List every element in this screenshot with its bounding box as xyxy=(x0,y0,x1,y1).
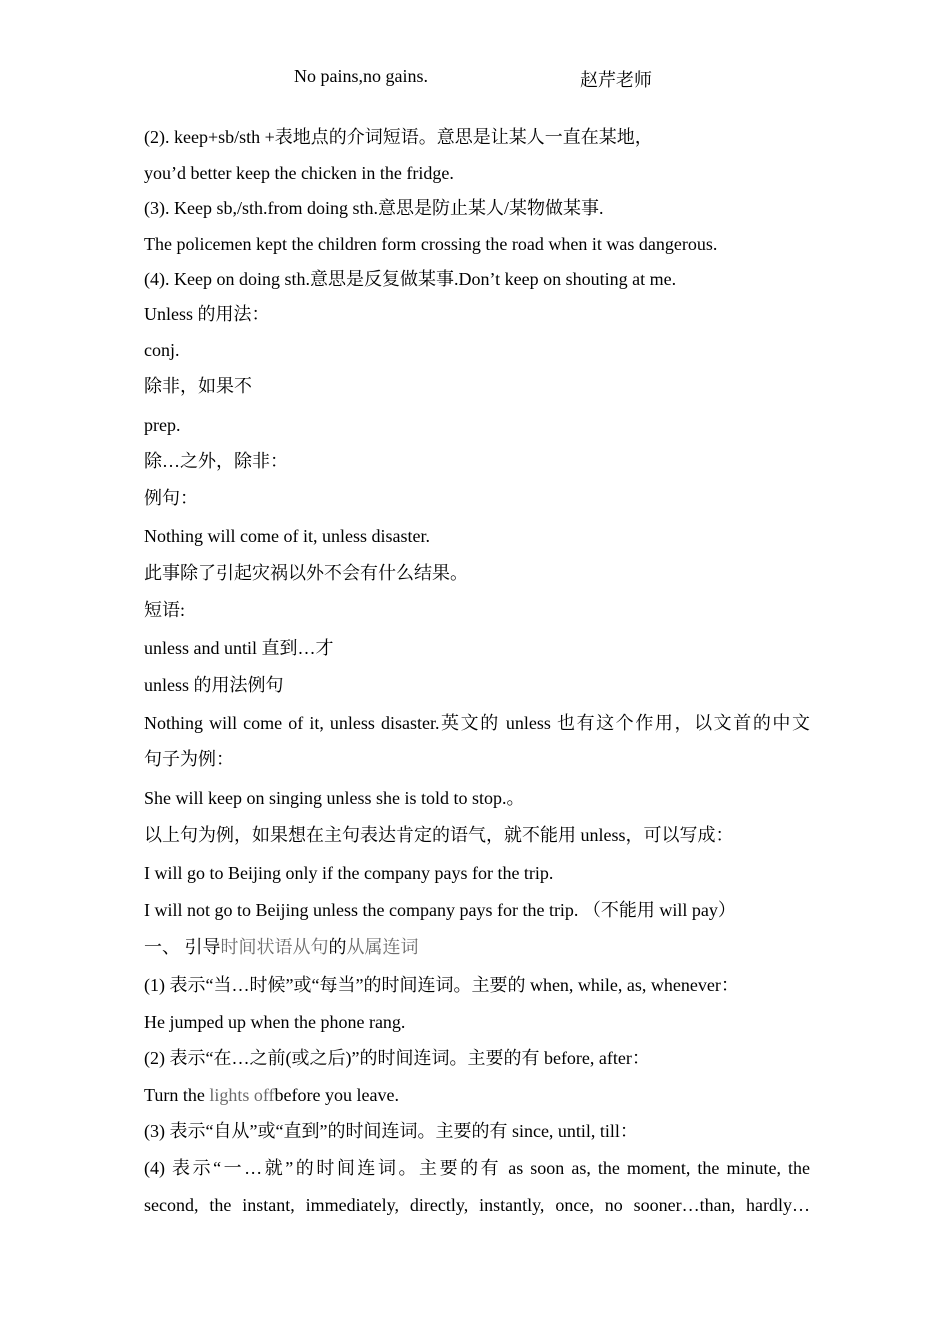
text-line: I will go to Beijing only if the company pays for the trip. xyxy=(144,863,554,883)
text-line: (4). Keep on doing sth.意思是反复做某事.Don’t keep on shouting at me. xyxy=(144,269,677,289)
text-line: I will not go to Beijing unless the company pays for the trip. （不能用 will pay） xyxy=(144,900,736,920)
adverbial-clause-link[interactable]: 时间状语从句 xyxy=(220,937,329,957)
text-line: 例句： xyxy=(144,488,198,508)
text-line: 除非，如果不 xyxy=(144,376,252,396)
turn-off-line xyxy=(144,1082,810,1108)
page-header xyxy=(0,66,950,92)
text-line: (2). keep+sb/sth +表地点的介词短语。意思是让某人一直在某地， xyxy=(144,127,653,147)
section-heading-prefix: 一、 引导 xyxy=(144,937,221,957)
text-line: She will keep on singing unless she is told to stop.。 xyxy=(144,788,525,808)
text-line: unless 的用法例句 xyxy=(144,675,284,695)
text-line: 以上句为例，如果想在主句表达肯定的语气，就不能用 unless，可以写成： xyxy=(144,825,734,845)
text-line: 此事除了引起灾祸以外不会有什么结果。 xyxy=(144,563,468,583)
section-heading-middle: 的 xyxy=(328,937,347,957)
text-line: 除…之外，除非： xyxy=(144,451,288,471)
text-line: 短语: xyxy=(144,600,186,620)
text-line: (4) 表示“一…就”的时间连词。主要的有 as soon as, the moment, the minute, the xyxy=(144,1158,810,1178)
text-line: The policemen kept the children form crossing the road when it was dangerous. xyxy=(144,234,718,254)
text-line: second, the instant, immediately, directly, instantly, once, no sooner…than, hardly… xyxy=(144,1195,810,1215)
text-line: prep. xyxy=(144,415,181,435)
header-teacher: 赵芹老师 xyxy=(580,70,652,90)
lights-off-link[interactable]: lights off xyxy=(209,1085,275,1105)
conjunction-link[interactable]: 从属连词 xyxy=(346,937,419,957)
text-line: Nothing will come of it, unless disaster.英文的 unless 也有这个作用，以文首的中文 xyxy=(144,713,810,733)
text-line: you’d better keep the chicken in the fridge. xyxy=(144,163,454,183)
text-line: Nothing will come of it, unless disaster. xyxy=(144,526,430,546)
section-heading xyxy=(144,934,810,960)
text-line: (3) 表示“自从”或“直到”的时间连词。主要的有 since, until, till： xyxy=(144,1121,638,1141)
text-line: 句子为例： xyxy=(144,749,234,769)
text-line: conj. xyxy=(144,340,180,360)
text-line: unless and until 直到…才 xyxy=(144,638,334,658)
turn-line-prefix: Turn the xyxy=(144,1085,210,1105)
text-line: (1) 表示“当…时候”或“每当”的时间连词。主要的 when, while, as, whenever： xyxy=(144,975,739,995)
header-motto: No pains,no gains. xyxy=(294,66,428,86)
text-line: (2) 表示“在…之前(或之后)”的时间连词。主要的有 before, after： xyxy=(144,1048,650,1068)
turn-line-suffix: before you leave. xyxy=(274,1085,399,1105)
text-line: He jumped up when the phone rang. xyxy=(144,1012,406,1032)
text-line: (3). Keep sb,/sth.from doing sth.意思是防止某人/某物做某事. xyxy=(144,198,604,218)
text-line: Unless 的用法： xyxy=(144,304,270,324)
